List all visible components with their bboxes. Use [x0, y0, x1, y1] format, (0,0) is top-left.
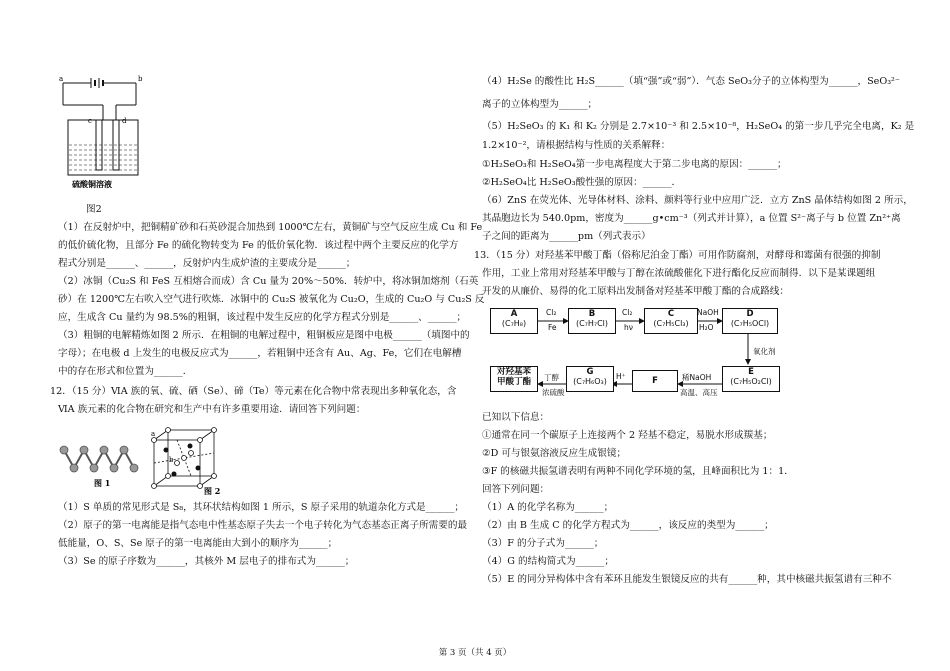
compound-a-formula: (C₇H₈) — [501, 319, 527, 328]
reagent-cd-bottom: H₂O — [699, 323, 714, 332]
compound-e — [722, 366, 780, 392]
text-line: 1.2×10⁻²，请根据结构与性质的关系解释： — [482, 140, 671, 151]
compound-e-formula: (C₇H₅O₂Cl) — [730, 377, 772, 386]
reagent-ef-top: 稀NaOH — [682, 373, 712, 382]
text-line: 字母）；在电极 d 上发生的电极反应式为______，若粗铜中还含有 Au、Ag、Fe，它们在电解槽 — [58, 348, 462, 359]
reagent-cd-top: NaOH — [697, 308, 719, 317]
compound-a-name: A — [510, 309, 518, 319]
compound-a — [490, 308, 538, 334]
fig2b-label: 图 2 — [204, 486, 221, 496]
text-line: （4）G 的结构简式为______； — [482, 556, 614, 567]
text-line: 程式分别是______、______，反射炉内生成炉渣的主要成分是______； — [58, 258, 356, 269]
compound-b-name: B — [588, 309, 596, 319]
zns-cube-figure — [150, 426, 230, 496]
reagent-ab-top: Cl₂ — [546, 308, 557, 317]
question-12-title: 12．（15 分）ⅥA 族的氧、硫、硒（Se）、碲（Te）等元素在化合物中常表现出多种氧化态，含 — [50, 386, 457, 397]
reagent-bc-bottom: hν — [624, 323, 633, 332]
label-d: d — [122, 117, 127, 125]
page-footer: 第 3 页（共 4 页） — [438, 648, 512, 658]
text-line: （1）S 单质的常见形式是 S₈，其环状结构如图 1 所示，S 原子采用的轨道杂化方式是______； — [58, 502, 464, 513]
lattice-atoms — [152, 428, 217, 489]
text-line: 离子的立体构型为______； — [482, 99, 598, 110]
question-13-title: 13．（15 分）对羟基苯甲酸丁酯（俗称尼泊金丁酯）可用作防腐剂，对酵母和霉菌有很强的抑制 — [474, 250, 881, 261]
compound-f-name: F — [652, 376, 658, 386]
label-a: a — [59, 75, 64, 83]
text-line: ③F 的核磁共振氢谱表明有两种不同化学环境的氢，且峰面积比为 1：1． — [482, 466, 794, 477]
compound-d — [722, 308, 778, 334]
cube-label-b: b — [169, 456, 174, 464]
compound-d-name: D — [746, 309, 754, 319]
compound-c-formula: (C₇H₅Cl₃) — [653, 319, 689, 328]
text-line: 中的存在形式和位置为______． — [58, 366, 193, 377]
compound-product — [490, 366, 538, 392]
reagent-ef-bottom: 高温、高压 — [680, 388, 718, 397]
text-line: （5）H₂SeO₃ 的 K₁ 和 K₂ 分别是 2.7×10⁻³ 和 2.5×10⁻⁸，H₂SeO₄ 的第一步几乎完全电离，K₂ 是 — [482, 121, 915, 132]
compound-f — [632, 370, 678, 392]
compound-e-name: E — [748, 367, 754, 377]
compound-g — [566, 366, 614, 392]
text-line: （3）粗铜的电解精炼如图 2 所示．在粗铜的电解过程中，粗铜板应是图中电极______（填图中的 — [58, 330, 470, 341]
reagent-ab-bottom: Fe — [548, 323, 557, 332]
text-line: 的低价硫化物，且部分 Fe 的硫化物转变为 Fe 的低价氧化物．该过程中两个主要反应的化学方 — [58, 240, 459, 251]
text-line: 其晶胞边长为 540.0pm，密度为______g•cm⁻³（列式并计算），a 位置 S²⁻离子与 b 位置 Zn²⁺离 — [482, 213, 901, 224]
electrolysis-figure — [58, 75, 153, 195]
compound-d-formula: (C₇H₅OCl) — [730, 319, 770, 328]
cube-label-a: a — [151, 430, 156, 438]
text-line: （2）冰铜（Cu₂S 和 FeS 互相熔合而成）含 Cu 量为 20%～50%．转炉中，将冰铜加熔剂（石英 — [58, 276, 479, 287]
text-line: （2）原子的第一电离能是指气态电中性基态原子失去一个电子转化为气态基态正离子所需要的最 — [58, 520, 468, 531]
text-line: 作用，工业上常用对羟基苯甲酸与丁醇在浓硫酸催化下进行酯化反应而制得．以下是某课题组 — [482, 268, 876, 279]
text-line: ②H₂SeO₄比 H₂SeO₃酸性强的原因：______． — [482, 177, 682, 188]
text-line: （6）ZnS 在荧光体、光导体材料、涂料、颜料等行业中应用广泛．立方 ZnS 晶体结构如图 2 所示， — [482, 195, 913, 206]
text-line: ⅥA 族元素的化合物在研究和生产中有许多重要用途．请回答下列问题： — [58, 404, 366, 415]
label-c: c — [88, 117, 92, 125]
text-line: （1）在反射炉中，把铜精矿砂和石英砂混合加热到 1000℃左右，黄铜矿与空气反应生成 Cu 和 Fe — [58, 222, 483, 233]
solution-hatching — [69, 145, 137, 170]
reagent-de: 氧化剂 — [753, 347, 776, 356]
synthesis-scheme — [490, 306, 890, 402]
text-line: （3）Se 的原子序数为______，其核外 M 层电子的排布式为______； — [58, 556, 355, 567]
text-line: 回答下列问题： — [482, 484, 550, 495]
reagent-gp-top: 丁醇 — [544, 373, 559, 382]
electrolysis-apparatus — [63, 78, 138, 175]
text-line: （1）A 的化学名称为______； — [482, 502, 614, 513]
s8-ring-figure — [58, 440, 148, 490]
text-line: ①H₂SeO₃和 H₂SeO₄第一步电离程度大于第二步电离的原因：______； — [482, 159, 787, 170]
compound-g-formula: (C₇H₆O₃) — [573, 377, 607, 386]
label-b: b — [138, 75, 143, 83]
fig1-label: 图 1 — [94, 478, 111, 488]
text-line: （4）H₂Se 的酸性比 H₂S______（填“强”或“弱”）．气态 SeO₃分子的立体构型为______，SeO₃²⁻ — [482, 76, 900, 87]
fig2-caption: 图2 — [86, 204, 102, 215]
text-line: 应，生成含 Cu 量约为 98.5%的粗铜，该过程中发生反应的化学方程式分别是______、______； — [58, 312, 467, 323]
text-line: 低能量，O、S、Se 原子的第一电离能由大到小的顺序为______； — [58, 538, 338, 549]
reagent-gp-bottom: 浓硫酸 — [542, 388, 565, 397]
text-line: 子之间的距离为______pm（列式表示） — [482, 231, 651, 242]
text-line: （5）E 的同分异构体中含有苯环且能发生银镜反应的共有______种，其中核磁共振氢谱有三种不 — [482, 574, 892, 585]
reagent-bc-top: Cl₂ — [622, 308, 633, 317]
compound-b-formula: (C₇H₇Cl) — [575, 319, 609, 328]
compound-c — [644, 308, 698, 334]
reagent-fg: H⁺ — [616, 372, 626, 381]
text-line: 开发的从廉价、易得的化工原料出发制备对羟基苯甲酸丁酯的合成路线： — [482, 286, 789, 297]
compound-c-name: C — [667, 309, 675, 319]
solution-label: 硫酸铜溶液 — [72, 179, 112, 189]
text-line: （2）由 B 生成 C 的化学方程式为______，该反应的类型为______； — [482, 520, 774, 531]
compound-b — [568, 308, 616, 334]
product-name-line1: 对羟基苯 — [496, 367, 531, 377]
text-line: 砂）在 1200℃左右吹入空气进行吹炼．冰铜中的 Cu₂S 被氧化为 Cu₂O，生成的 Cu₂O 与 Cu₂S 反 — [58, 294, 485, 305]
text-line: ②D 可与银氨溶液反应生成银镜； — [482, 448, 627, 459]
text-line: （3）F 的分子式为______； — [482, 538, 604, 549]
product-name-line2: 甲酸丁酯 — [496, 377, 531, 387]
compound-g-name: G — [586, 367, 594, 377]
text-line: ①通常在同一个碳原子上连接两个 2 羟基不稳定，易脱水形成羰基； — [482, 430, 773, 441]
text-line: 已知以下信息： — [482, 412, 550, 423]
